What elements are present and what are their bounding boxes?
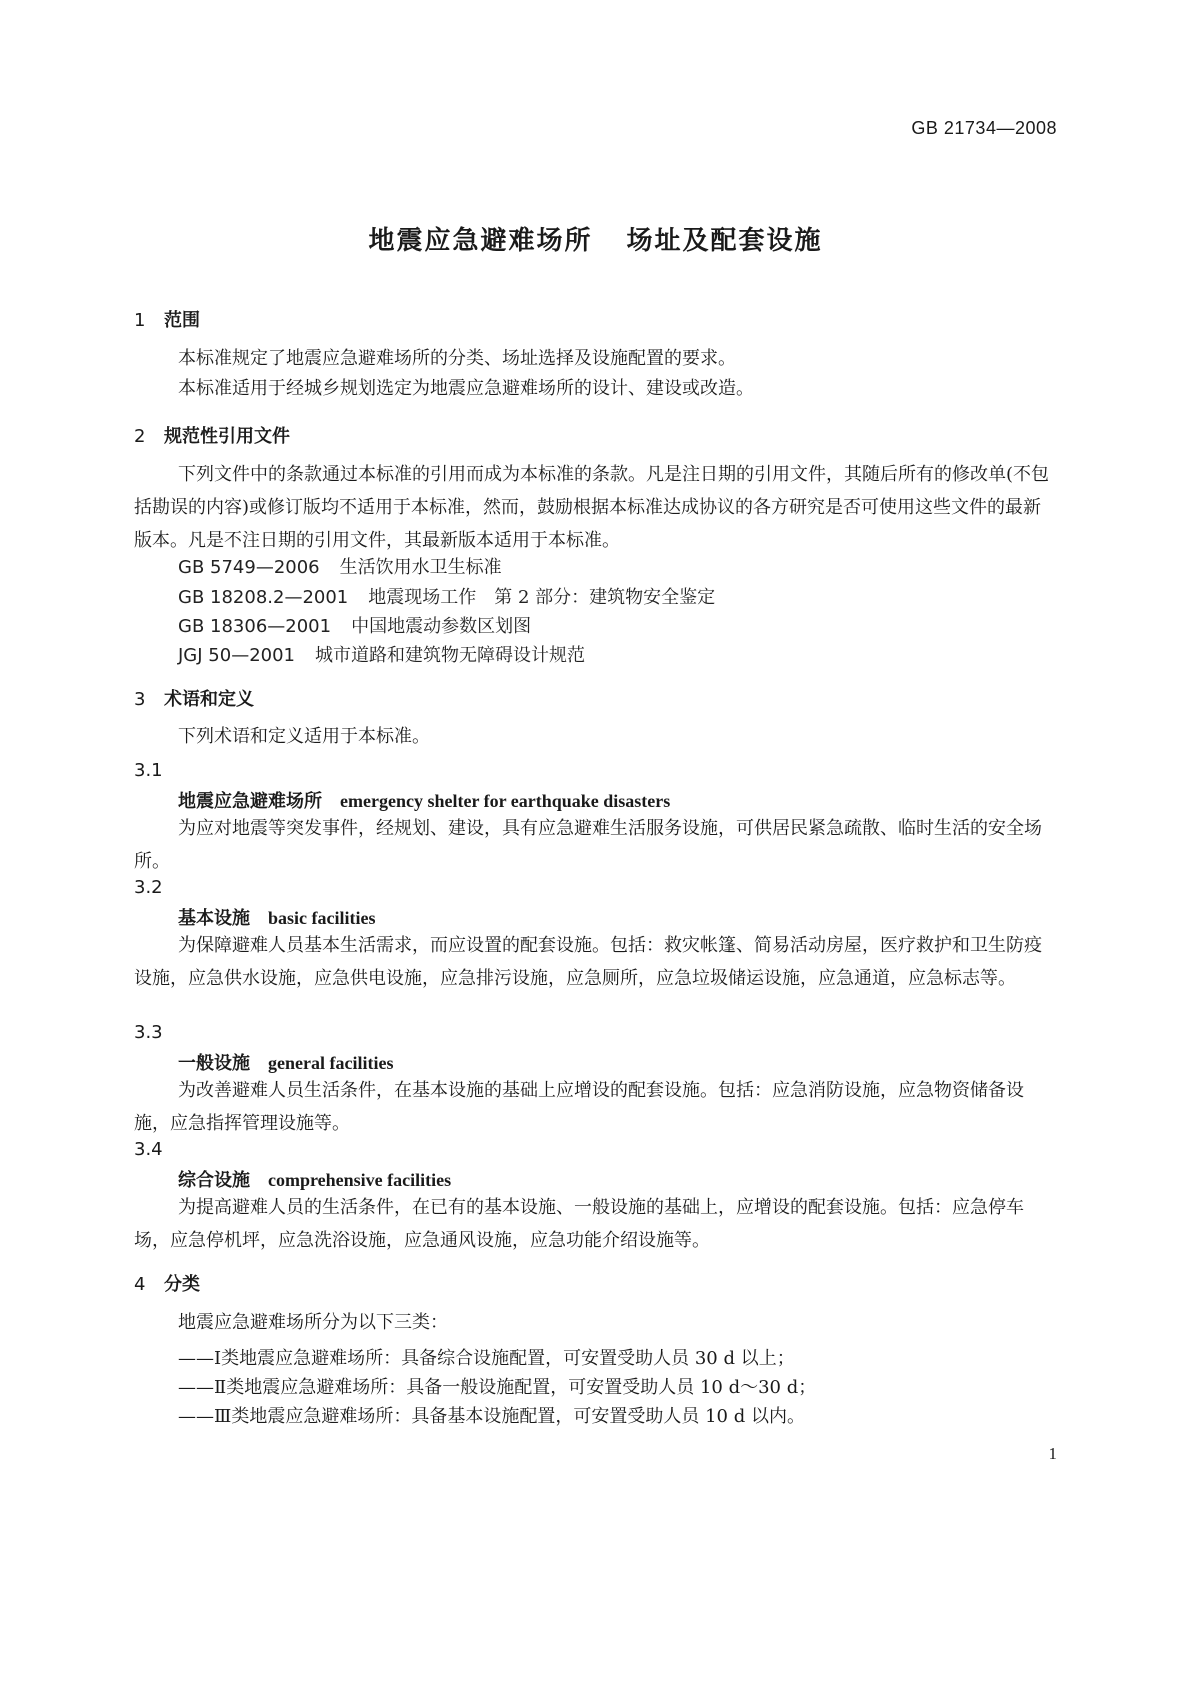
section-2-heading [134,422,290,448]
paragraph: 下列术语和定义适用于本标准。 [178,726,430,747]
standard-code: GB 21734—2008 [911,118,1057,138]
paragraph: 地震应急避难场所分为以下三类： [178,1312,448,1333]
paragraph: 本标准适用于经城乡规划选定为地震应急避难场所的设计、建设或改造。 [178,378,754,399]
page-number: 1 [1048,1444,1057,1463]
reference-item [178,612,531,638]
term-number: 3.4 [134,1139,163,1160]
list-item: ——Ⅰ类地震应急避难场所：具备综合设施配置，可安置受助人员 30 d 以上； [178,1348,795,1369]
term-zh: 基本设施 [178,908,250,929]
paragraph: 本标准规定了地震应急避难场所的分类、场址选择及设施配置的要求。 [178,348,736,369]
term-zh: 一般设施 [178,1053,250,1074]
section-title: 术语和定义 [164,689,254,710]
title-part-1: 地震应急避难场所 [368,226,593,256]
title-part-2: 场址及配套设施 [626,226,823,256]
term-en: general facilities [268,1053,394,1073]
term-zh: 地震应急避难场所 [178,791,322,812]
reference-name: 中国地震动参数区划图 [351,616,532,637]
section-title: 分类 [164,1274,200,1295]
section-number: 2 [134,426,146,447]
document-title [0,220,1191,257]
reference-item [178,583,715,609]
reference-code: GB 18208.2—2001 [178,587,349,608]
section-number: 1 [134,310,146,331]
term-heading [178,1049,393,1075]
term-definition: 为改善避难人员生活条件，在基本设施的基础上应增设的配套设施。包括：应急消防设施，应急物资储备设施，应急指挥管理设施等。 [134,1080,1024,1134]
section-1-heading [134,306,200,332]
term-number: 3.3 [134,1022,163,1043]
section-4-heading [134,1270,200,1296]
term-definition: 为保障避难人员基本生活需求，而应设置的配套设施。包括：救灾帐篷、简易活动房屋，医疗救护和卫生防疫设施，应急供水设施，应急供电设施，应急排污设施，应急厕所，应急垃圾储运设施，应急通道，应急标志等。 [134,935,1042,989]
section-title: 规范性引用文件 [164,426,290,447]
term-en: basic facilities [268,908,376,928]
term-number: 3.2 [134,877,163,898]
term-en: emergency shelter for earthquake disasters [340,791,671,811]
reference-item [178,553,502,579]
term-heading [178,1166,451,1192]
section-3-heading [134,685,254,711]
term-heading [178,787,670,813]
term-definition: 为应对地震等突发事件，经规划、建设，具有应急避难生活服务设施，可供居民紧急疏散、临时生活的安全场所。 [134,818,1042,872]
term-en: comprehensive facilities [268,1170,452,1190]
list-item: ——Ⅱ类地震应急避难场所：具备一般设施配置，可安置受助人员 10 d～30 d； [178,1377,817,1398]
reference-name: 生活饮用水卫生标准 [339,557,502,578]
reference-item [178,641,585,667]
term-definition: 为提高避难人员的生活条件，在已有的基本设施、一般设施的基础上，应增设的配套设施。包括：应急停车场，应急停机坪，应急洗浴设施，应急通风设施，应急功能介绍设施等。 [134,1197,1024,1251]
reference-name: 城市道路和建筑物无障碍设计规范 [315,645,585,666]
reference-code: GB 18306—2001 [178,616,332,637]
reference-code: JGJ 50—2001 [178,645,295,666]
section-title: 范围 [164,310,200,331]
reference-name: 地震现场工作 第 2 部分：建筑物安全鉴定 [368,587,716,608]
paragraph: 下列文件中的条款通过本标准的引用而成为本标准的条款。凡是注日期的引用文件，其随后所有的修改单(不包括勘误的内容)或修订版均不适用于本标准，然而，鼓励根据本标准达成协议的各方研究是否可使用这些文件的最新版本。凡是不注日期的引用文件，其最新版本适用于本标准。 [134,464,1050,551]
term-heading [178,904,375,930]
term-zh: 综合设施 [178,1170,250,1191]
section-number: 4 [134,1274,146,1295]
section-number: 3 [134,689,146,710]
list-item: ——Ⅲ类地震应急避难场所：具备基本设施配置，可安置受助人员 10 d 以内。 [178,1406,805,1427]
reference-code: GB 5749—2006 [178,557,320,578]
term-number: 3.1 [134,760,163,781]
